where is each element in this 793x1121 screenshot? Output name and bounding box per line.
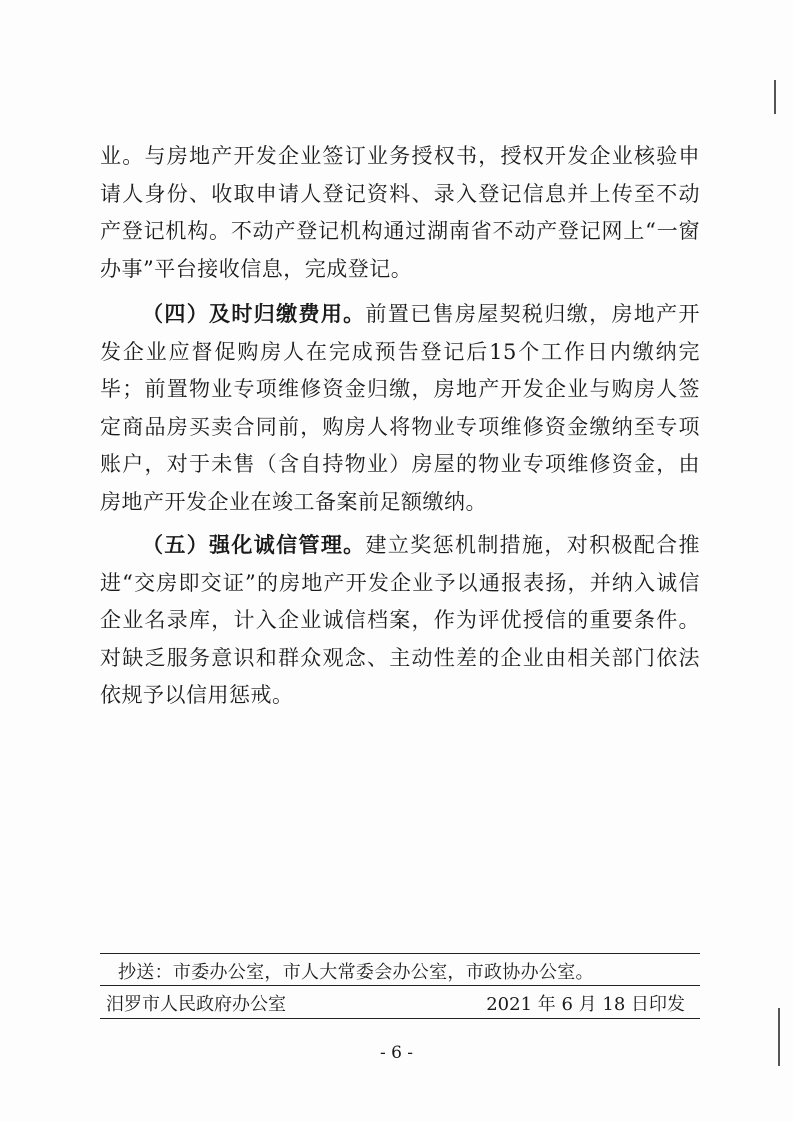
scan-edge-mark bbox=[778, 1008, 780, 1066]
section-heading-credit: （五）强化诚信管理。 bbox=[142, 532, 366, 557]
paragraph-fees bbox=[100, 295, 700, 521]
footer-rule-middle bbox=[100, 985, 700, 986]
paragraph-credit bbox=[100, 526, 700, 715]
section-body-fees: 前置已售房屋契税归缴，房地产开发企业应督促购房人在完成预告登记后15个工作日内缴纳完毕；前置物业专项维修资金归缴，房地产开发企业与购房人签定商品房买卖合同前，购房人将物业专项维修资金缴纳至专项账户，对于未售（含自持物业）房屋的物业专项维修资金，由房地产开发企业在竣工备案前足额缴纳。 bbox=[100, 302, 701, 514]
footer-rule-bottom bbox=[100, 1018, 700, 1019]
scan-edge-mark bbox=[774, 80, 776, 114]
issue-date: 2021 年 6 月 18 日印发 bbox=[486, 994, 685, 1015]
section-heading-fees: （四）及时归缴费用。 bbox=[142, 301, 366, 326]
paragraph-registration: 业。与房地产开发企业签订业务授权书，授权开发企业核验申请人身份、收取申请人登记资料、录入登记信息并上传至不动产登记机构。不动产登记机构通过湖南省不动产登记网上“一窗办事”平台接收信息，完成登记。 bbox=[100, 144, 700, 281]
footer-rule-top bbox=[100, 953, 700, 954]
issuer-name: 汨罗市人民政府办公室 bbox=[106, 994, 286, 1015]
cc-line: 抄送：市委办公室，市人大常委会办公室，市政协办公室。 bbox=[118, 962, 594, 983]
section-body-credit: 建立奖惩机制措施，对积极配合推进“交房即交证”的房地产开发企业予以通报表扬，并纳入诚信企业名录库，计入企业诚信档案，作为评优授信的重要条件。对缺乏服务意识和群众观念、主动性差的企业由相关部门依法依规予以信用惩戒。 bbox=[100, 533, 701, 707]
page-number: - 6 - bbox=[379, 1043, 414, 1063]
